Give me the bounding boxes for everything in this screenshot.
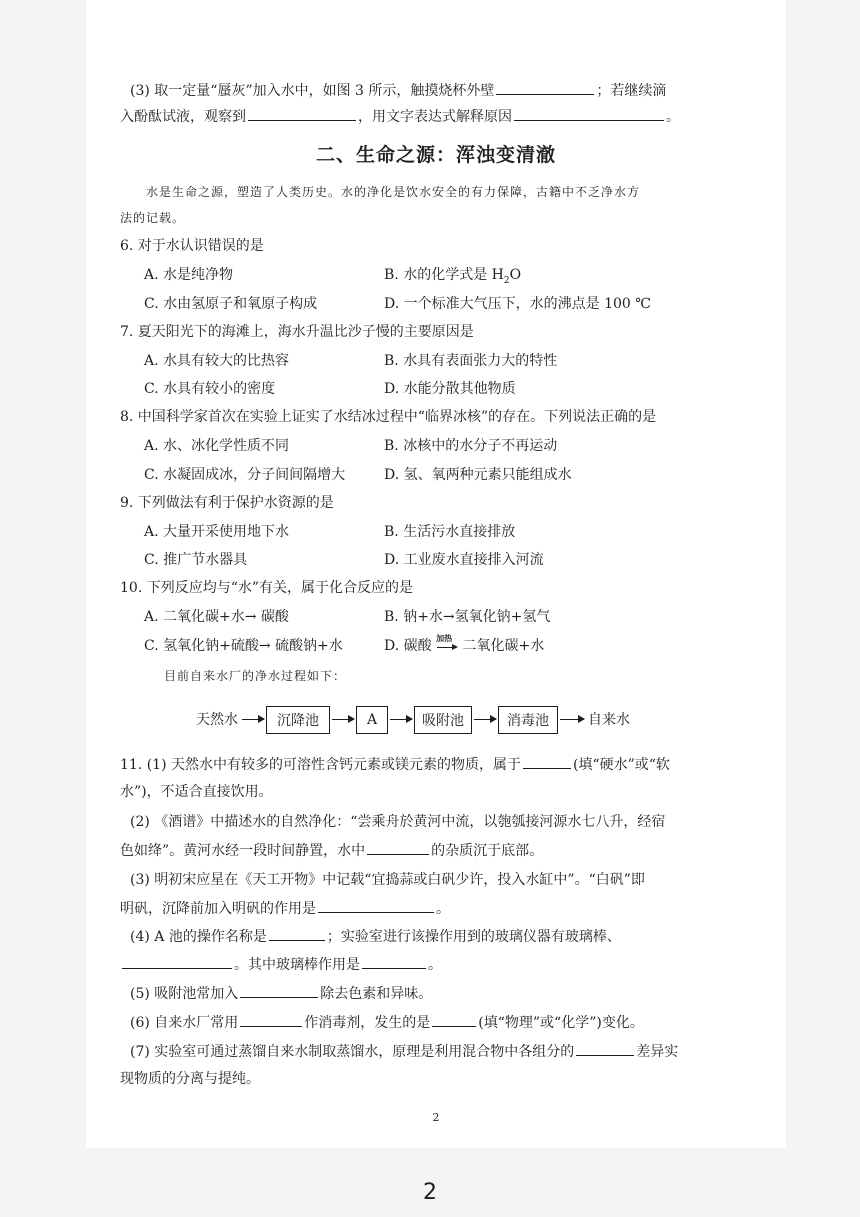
q10-option-a: A. 二氧化碳+水→ 碳酸 bbox=[144, 609, 289, 625]
q5-3-text: 。 bbox=[666, 109, 680, 125]
q11-6 bbox=[130, 1012, 644, 1033]
answer-blank bbox=[367, 840, 429, 855]
answer-blank bbox=[240, 983, 318, 998]
q6-stem: 6. 对于水认识错误的是 bbox=[120, 238, 264, 254]
flow-box-settling bbox=[266, 706, 330, 734]
answer-blank bbox=[122, 954, 232, 969]
q11-text: (4) A 池的操作名称是 bbox=[130, 929, 267, 945]
q5-3-text: (3) 取一定量“蜃灰”加入水中，如图 3 所示，触摸烧杯外壁 bbox=[130, 83, 495, 99]
flow-arrow bbox=[332, 719, 354, 720]
q5-3-text: ，用文字表达式解释原因 bbox=[358, 109, 512, 125]
q6-option-b-text: B. 水的化学式是 H bbox=[384, 267, 504, 283]
flow-end: 自来水 bbox=[588, 712, 630, 728]
q10-option-d-text: D. 碳酸 bbox=[384, 638, 432, 654]
q11-text: 。其中玻璃棒作用是 bbox=[234, 957, 360, 973]
answer-blank bbox=[362, 954, 426, 969]
q11-1-line2: 水”)，不适合直接饮用。 bbox=[120, 784, 273, 800]
answer-blank bbox=[240, 1012, 302, 1027]
answer-blank bbox=[514, 106, 664, 121]
q8-option-c: C. 水凝固成冰，分子间间隔增大 bbox=[144, 467, 346, 483]
exam-page bbox=[86, 0, 786, 1148]
q11-text: 差异实 bbox=[636, 1044, 679, 1060]
q7-option-c: C. 水具有较小的密度 bbox=[144, 381, 276, 397]
q11-text: 色如绛”。黄河水经一段时间静置，水中 bbox=[120, 843, 366, 859]
q11-text: (填“硬水”或“软 bbox=[573, 757, 670, 773]
subscript: 2 bbox=[503, 275, 510, 286]
section-intro-line2: 法的记载。 bbox=[120, 211, 186, 225]
section-intro-line1: 水是生命之源，塑造了人类历史。水的净化是饮水安全的有力保障，古籍中不乏净水方 bbox=[146, 185, 641, 199]
q5-3-text: ；若继续滴 bbox=[596, 83, 667, 99]
flow-box-adsorption bbox=[414, 706, 472, 734]
q11-3-line1: (3) 明初宋应星在《天工开物》中记载“宜捣蒜或白矾少许，投入水缸中”。“白矾”即 bbox=[130, 872, 645, 888]
q9-option-d: D. 工业废水直接排入河流 bbox=[384, 552, 544, 568]
q11-text: 除去色素和异味。 bbox=[320, 986, 433, 1002]
q10-option-d bbox=[384, 633, 545, 656]
heat-arrow bbox=[436, 633, 458, 656]
answer-blank bbox=[318, 898, 434, 913]
q11-text: (5) 吸附池常加入 bbox=[130, 986, 239, 1002]
q9-option-a: A. 大量开采使用地下水 bbox=[144, 524, 290, 540]
q11-4-line1 bbox=[130, 926, 621, 947]
q5-3-text: 入酚酞试液，观察到 bbox=[120, 109, 246, 125]
arrow-head bbox=[452, 644, 458, 650]
page-number: 2 bbox=[432, 1111, 440, 1124]
bottom-page-number: 2 bbox=[423, 1180, 437, 1205]
section-title: 二、生命之源：浑浊变清澈 bbox=[315, 144, 556, 166]
flow-box-label: A bbox=[366, 712, 378, 728]
flow-box-a bbox=[356, 706, 388, 734]
q9-stem: 9. 下列做法有利于保护水资源的是 bbox=[120, 495, 334, 511]
q7-option-a: A. 水具有较大的比热容 bbox=[144, 353, 290, 369]
q8-option-b: B. 冰核中的水分子不再运动 bbox=[384, 438, 558, 454]
condition-label: 加热 bbox=[436, 633, 453, 643]
flow-arrow bbox=[242, 719, 264, 720]
answer-blank bbox=[269, 926, 325, 941]
q6-option-b-text: O bbox=[509, 267, 522, 283]
q9-option-b: B. 生活污水直接排放 bbox=[384, 524, 516, 540]
flow-arrow bbox=[560, 719, 584, 720]
flow-box-label: 沉降池 bbox=[277, 713, 319, 729]
answer-blank bbox=[432, 1012, 476, 1027]
answer-blank bbox=[496, 80, 594, 95]
q5-3-line1 bbox=[130, 80, 666, 101]
flow-arrow bbox=[390, 719, 412, 720]
q11-4-line2 bbox=[120, 954, 442, 975]
q11-text: 明矾，沉降前加入明矾的作用是 bbox=[120, 901, 316, 917]
q6-option-d: D. 一个标准大气压下，水的沸点是 100 ℃ bbox=[384, 296, 651, 312]
q11-text: (填“物理”或“化学”)变化。 bbox=[478, 1015, 644, 1031]
q11-text: 作消毒剂，发生的是 bbox=[304, 1015, 431, 1031]
q11-text: (6) 自来水厂常用 bbox=[130, 1015, 239, 1031]
q6-option-c: C. 水由氢原子和氧原子构成 bbox=[144, 296, 318, 312]
flow-arrow bbox=[474, 719, 496, 720]
q11-7-line1 bbox=[130, 1041, 678, 1062]
q7-option-b: B. 水具有表面张力大的特性 bbox=[384, 353, 558, 369]
q11-text: 的杂质沉于底部。 bbox=[431, 843, 544, 859]
q11-text: 。 bbox=[428, 957, 442, 973]
q11-2-line2 bbox=[120, 840, 543, 861]
answer-blank bbox=[576, 1041, 634, 1056]
q8-stem: 8. 中国科学家首次在实验上证实了水结冰过程中“临界冰核”的存在。下列说法正确的是 bbox=[120, 409, 657, 425]
q10-option-d-text: 二氧化碳+水 bbox=[462, 638, 545, 654]
answer-blank bbox=[523, 754, 571, 769]
q7-option-d: D. 水能分散其他物质 bbox=[384, 381, 516, 397]
flow-box-label: 吸附池 bbox=[422, 713, 464, 729]
q10-stem: 10. 下列反应均与“水”有关，属于化合反应的是 bbox=[120, 580, 414, 596]
flow-intro: 目前自来水厂的净水过程如下： bbox=[164, 669, 347, 683]
q8-option-a: A. 水、冰化学性质不同 bbox=[144, 438, 290, 454]
q7-stem: 7. 夏天阳光下的海滩上，海水升温比沙子慢的主要原因是 bbox=[120, 324, 474, 340]
q11-3-line2 bbox=[120, 898, 450, 919]
q8-option-d: D. 氢、氧两种元素只能组成水 bbox=[384, 467, 572, 483]
q11-text: 。 bbox=[436, 901, 450, 917]
q11-text: ；实验室进行该操作用到的玻璃仪器有玻璃棒、 bbox=[326, 929, 621, 945]
flow-start: 天然水 bbox=[196, 712, 238, 728]
answer-blank bbox=[248, 106, 356, 121]
q9-option-c: C. 推广节水器具 bbox=[144, 552, 248, 568]
q11-7-line2: 现物质的分离与提纯。 bbox=[120, 1071, 260, 1087]
q11-text: (7) 实验室可通过蒸馏自来水制取蒸馏水，原理是利用混合物中各组分的 bbox=[130, 1044, 575, 1060]
q10-option-c: C. 氢氧化钠+硫酸→ 硫酸钠+水 bbox=[144, 638, 343, 654]
q11-1-line1 bbox=[120, 754, 670, 775]
q6-option-a: A. 水是纯净物 bbox=[144, 267, 234, 283]
flow-box-label: 消毒池 bbox=[507, 713, 549, 729]
q11-text: 11. (1) 天然水中有较多的可溶性含钙元素或镁元素的物质，属于 bbox=[120, 757, 521, 773]
q11-5 bbox=[130, 983, 432, 1004]
flow-box-disinfection bbox=[498, 706, 558, 734]
q10-option-b: B. 钠+水→氢氧化钠+氢气 bbox=[384, 609, 551, 625]
q6-option-b bbox=[384, 265, 521, 291]
q5-3-line2 bbox=[120, 106, 680, 127]
q11-2-line1: (2) 《酒谱》中描述水的自然净化：“尝乘舟於黄河中流，以匏瓠接河源水七八升，经宿 bbox=[130, 814, 666, 830]
